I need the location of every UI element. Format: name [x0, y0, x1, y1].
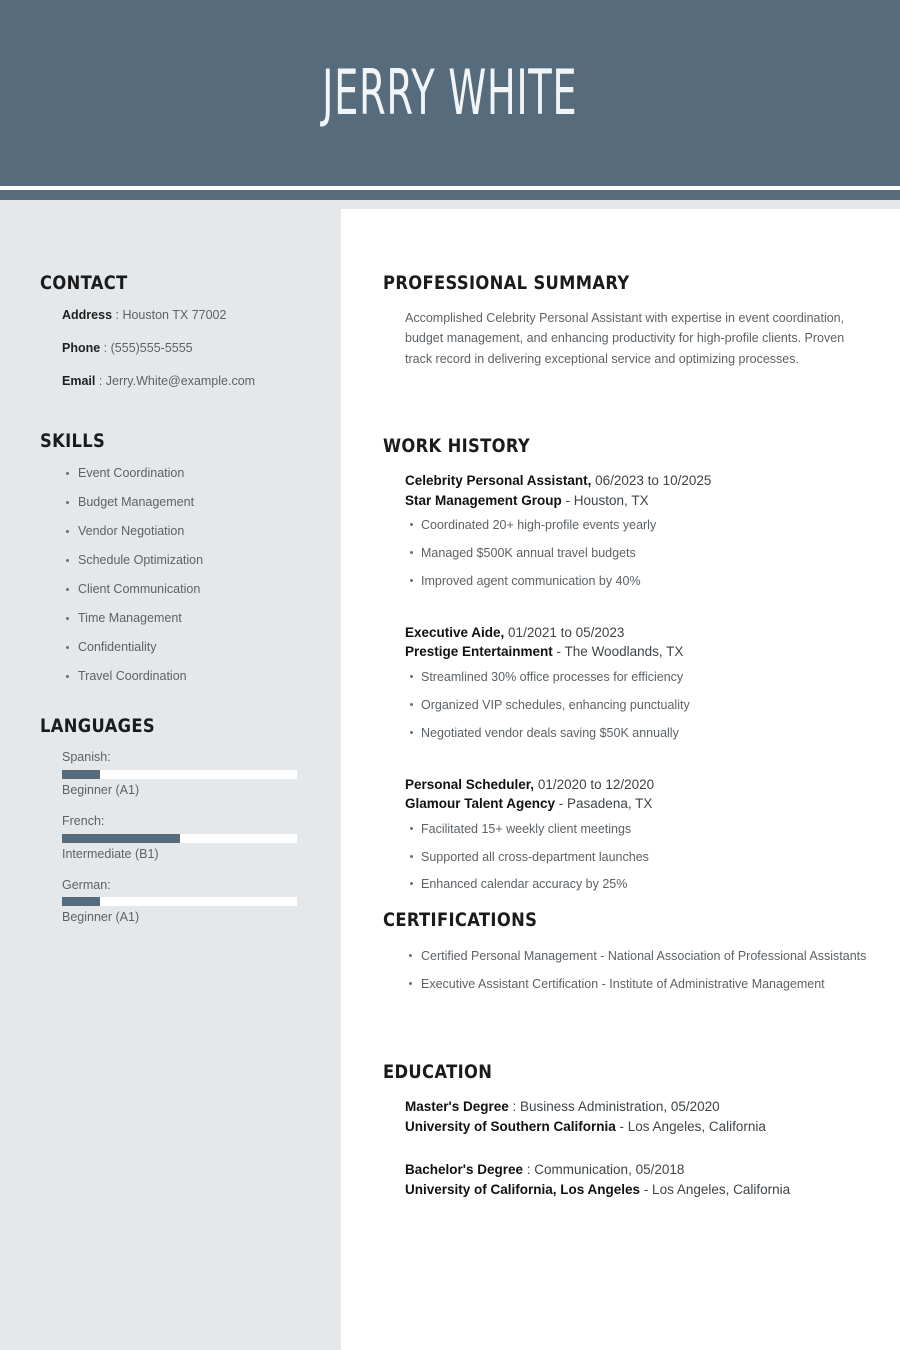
education-degree-line [405, 1097, 863, 1117]
job-location: - Pasadena, TX [555, 796, 653, 812]
certification-item: Executive Assistant Certification - Institute of Administrative Management [421, 975, 873, 994]
work-history-section-title: WORK HISTORY [383, 435, 531, 457]
job-entry [405, 623, 863, 742]
job-company-line [405, 491, 863, 511]
languages-section-title: LANGUAGES [40, 715, 155, 737]
skill-item: Budget Management [78, 495, 310, 510]
skill-item: Time Management [78, 611, 310, 626]
contact-row-email [62, 374, 310, 389]
job-title: Celebrity Personal Assistant, [405, 473, 592, 488]
education-location: - Los Angeles, California [640, 1181, 791, 1197]
certifications-section [383, 909, 867, 1004]
job-bullet-list [405, 821, 863, 894]
contact-separator-address: : [112, 308, 123, 322]
skill-item: Travel Coordination [78, 669, 310, 684]
education-school: University of Southern California [405, 1119, 616, 1135]
job-company-line [405, 642, 863, 662]
contact-list [40, 308, 310, 389]
job-location: - The Woodlands, TX [552, 644, 684, 660]
language-proficiency-bar [62, 834, 297, 843]
skills-section-title: SKILLS [40, 430, 106, 452]
language-proficiency-fill [62, 897, 100, 906]
education-degree: Bachelor's Degree [405, 1161, 524, 1177]
contact-separator-email: : [95, 374, 106, 388]
education-section [383, 1061, 863, 1200]
job-bullet: Coordinated 20+ high-profile events yearly [421, 517, 863, 534]
languages-section [40, 715, 310, 940]
certifications-list [383, 947, 867, 995]
skill-item: Vendor Negotiation [78, 524, 310, 539]
job-bullet: Improved agent communication by 40% [421, 573, 863, 590]
language-level: Intermediate (B1) [62, 846, 159, 861]
contact-separator-phone: : [100, 341, 111, 355]
certification-item: Certified Personal Management - National Association of Professional Assistants [421, 947, 873, 966]
education-degree-line [405, 1160, 863, 1180]
education-location: - Los Angeles, California [615, 1119, 766, 1135]
job-title: Personal Scheduler, [405, 776, 535, 792]
education-degree: Master's Degree [405, 1099, 509, 1114]
job-location: - Houston, TX [561, 492, 649, 508]
job-company-line [405, 794, 863, 814]
education-entry [405, 1097, 863, 1138]
header-accent-rule [0, 190, 900, 200]
skill-item: Schedule Optimization [78, 553, 310, 568]
job-bullet: Enhanced calendar accuracy by 25% [421, 876, 863, 893]
contact-value-email: Jerry.White@example.com [105, 374, 256, 388]
contact-section-title: CONTACT [40, 272, 128, 294]
candidate-name: JERRY WHITE [322, 56, 578, 129]
language-name: Spanish: [62, 750, 111, 764]
skill-item: Confidentiality [78, 640, 310, 655]
education-separator: : [523, 1161, 535, 1177]
professional-summary-section [383, 272, 863, 369]
language-item-french [62, 813, 310, 863]
job-title-line [405, 623, 863, 643]
education-field: Business Administration, 05/2020 [520, 1099, 720, 1114]
job-bullet-list [405, 669, 863, 742]
language-level: Beginner (A1) [62, 782, 140, 797]
language-proficiency-fill [62, 770, 100, 779]
skills-section [40, 430, 310, 698]
language-item-german [62, 877, 310, 927]
certifications-section-title: CERTIFICATIONS [383, 909, 538, 931]
contact-row-phone [62, 341, 310, 356]
language-name: French: [62, 813, 105, 828]
job-bullet: Managed $500K annual travel budgets [421, 545, 863, 562]
education-spacer [383, 1138, 863, 1160]
job-title-line [405, 471, 863, 491]
job-company: Prestige Entertainment [405, 644, 553, 660]
summary-text: Accomplished Celebrity Personal Assistant with expertise in event coordination, budget management, and enhancing productivity for high-profile clients. Proven track record in delivering exceptional service and optimizing processes. [405, 311, 845, 366]
job-entry [405, 775, 863, 894]
job-company: Star Management Group [405, 492, 562, 508]
education-entry [405, 1160, 863, 1201]
skill-item: Client Communication [78, 582, 310, 597]
job-entry [405, 471, 863, 590]
contact-label-phone: Phone [62, 341, 101, 355]
education-section-title: EDUCATION [383, 1061, 493, 1083]
job-bullet-list [405, 517, 863, 590]
summary-section-title: PROFESSIONAL SUMMARY [383, 272, 630, 294]
contact-section [40, 272, 310, 389]
contact-value-address: Houston TX 77002 [122, 308, 227, 322]
job-bullet: Organized VIP schedules, enhancing punctuality [421, 697, 863, 714]
job-company: Glamour Talent Agency [405, 796, 556, 812]
education-field: Communication, 05/2018 [534, 1161, 685, 1177]
job-title-line [405, 775, 863, 795]
sidebar-column [0, 200, 341, 1350]
main-column [341, 209, 900, 1350]
work-history-section [383, 435, 863, 904]
job-bullet: Negotiated vendor deals saving $50K annually [421, 725, 863, 742]
job-dates: 06/2023 to 10/2025 [591, 473, 712, 488]
languages-list [40, 749, 310, 926]
language-level: Beginner (A1) [62, 910, 140, 925]
language-proficiency-bar [62, 897, 297, 906]
resume-header [0, 0, 900, 186]
job-spacer [383, 601, 863, 623]
skill-item: Event Coordination [78, 466, 310, 481]
language-item-spanish [62, 749, 310, 799]
language-proficiency-bar [62, 770, 297, 779]
job-bullet: Supported all cross-department launches [421, 849, 863, 866]
education-school-line [405, 1180, 863, 1200]
skills-list [40, 466, 310, 684]
job-dates: 01/2020 to 12/2020 [534, 776, 655, 792]
job-title: Executive Aide, [405, 624, 505, 640]
language-name: German: [62, 877, 111, 892]
job-bullet: Facilitated 15+ weekly client meetings [421, 821, 863, 838]
contact-row-address [62, 308, 310, 323]
education-school-line [405, 1117, 863, 1137]
language-proficiency-fill [62, 834, 180, 843]
education-school: University of California, Los Angeles [405, 1181, 641, 1197]
education-separator: : [508, 1099, 521, 1114]
contact-value-phone: (555)555-5555 [110, 341, 193, 355]
job-bullet: Streamlined 30% office processes for efficiency [421, 669, 863, 686]
job-spacer [383, 753, 863, 775]
contact-label-address: Address [62, 308, 113, 322]
job-dates: 01/2021 to 05/2023 [504, 624, 625, 640]
contact-label-email: Email [62, 374, 96, 388]
